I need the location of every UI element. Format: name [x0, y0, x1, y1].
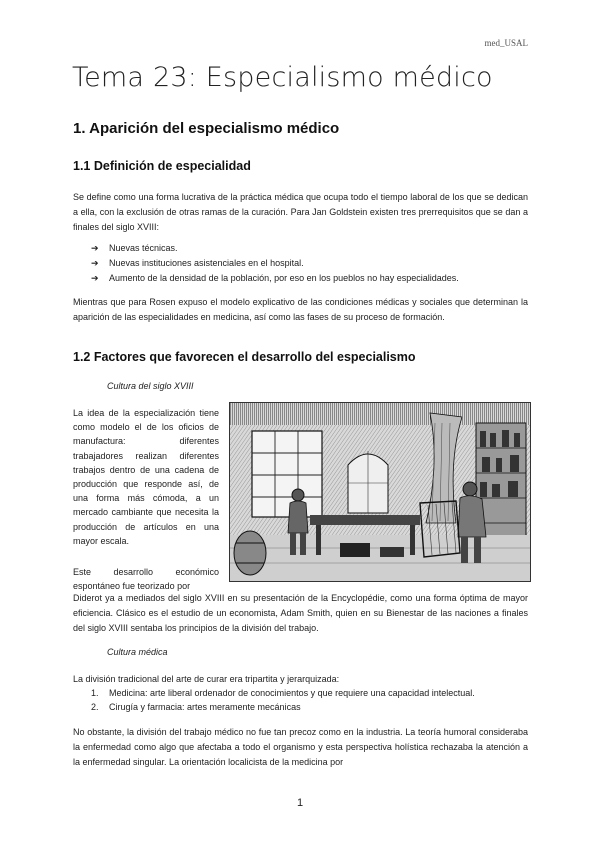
diderot-paragraph: Diderot ya a mediados del siglo XVIII en su presentación de la Encyclopédie, como una forma óptima de mayor eficiencia. Clásico es el estudio de un economista, Adam Smith, quien en su Bienestar de las naciones a finales del siglo XVIII sentaba los principios de la división del trabajo.	[73, 593, 528, 633]
page-title: Tema 23: Especialismo médico	[72, 62, 493, 93]
economic-paragraph-start: Este desarrollo económico espontáneo fue teorizado por	[73, 567, 219, 592]
list-item: 1. Medicina: arte liberal ordenador de conocimientos y que requiere una capacidad intelectual.	[91, 688, 475, 698]
list-item: ➔ Nuevas instituciones asistenciales en el hospital.	[91, 256, 459, 271]
subsection-heading-factors: 1.2 Factores que favorecen el desarrollo del especialismo	[73, 350, 416, 364]
rosen-paragraph: Mientras que para Rosen expuso el modelo explicativo de las condiciones médicas y sociales que determinan la aparición de las especialidades en medicina, así como las fases de su proceso de formación.	[73, 297, 528, 322]
division-list	[91, 686, 475, 714]
section-heading: 1. Aparición del especialismo médico	[73, 120, 340, 137]
page-number: 1	[296, 797, 304, 809]
list-item: 2. Cirugía y farmacia: artes meramente mecánicas	[91, 702, 301, 712]
specialization-paragraph: La idea de la especialización tiene como modelo el de los oficios de manufactura: diferentes trabajadores realizan diferentes trabajos dentro de una cadena de producción que responde así, de una forma más cómoda, a un mercado cambiante que necesita la producción de artículos en una mayor escala.	[73, 408, 219, 546]
arrow-right-icon: ➔	[91, 258, 99, 268]
header-tag: med_USAL	[484, 38, 528, 48]
arrow-right-icon: ➔	[91, 273, 99, 283]
subsection-heading-definition: 1.1 Definición de especialidad	[73, 159, 251, 173]
subheading-cultura-medica: Cultura médica	[107, 647, 168, 657]
tripartite-paragraph: La división tradicional del arte de curar era tripartita y jerarquizada:	[73, 674, 340, 684]
list-item: ➔ Aumento de la densidad de la población, por eso en los pueblos no hay especialidades.	[91, 271, 459, 286]
arrow-right-icon: ➔	[91, 243, 99, 253]
workshop-engraving-image	[229, 402, 531, 582]
list-item: ➔ Nuevas técnicas.	[91, 241, 459, 256]
humoral-paragraph: No obstante, la división del trabajo médico no fue tan precoz como en la industria. La teoría humoral consideraba la enfermedad como algo que afectaba a todo el organismo y esta perspectiva holística rechazaba la atención a la enfermedad singular. La orientación localicista de la medicina por	[73, 727, 528, 767]
prerequisites-list	[91, 241, 459, 286]
subheading-cultura-siglo-xviii: Cultura del siglo XVIII	[107, 381, 194, 391]
definition-paragraph: Se define como una forma lucrativa de la práctica médica que ocupa todo el tiempo laboral de los que se dedican a ella, con la exclusión de otras ramas de la curación. Para Jan Goldstein existen tres prerrequisitos que se dan a finales del siglo XVIII:	[73, 192, 528, 232]
